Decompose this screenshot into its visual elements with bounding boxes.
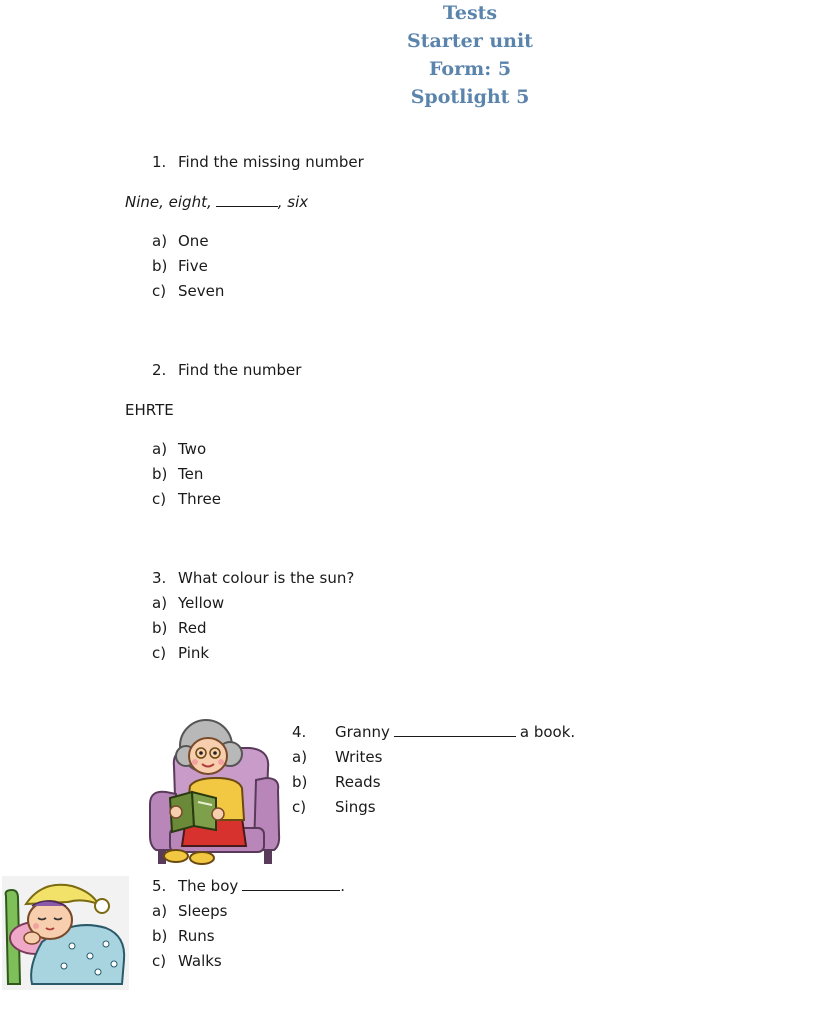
worksheet-header xyxy=(300,0,640,111)
question-5-option-c[interactable]: c) Walks xyxy=(152,952,222,970)
question-3-option-c[interactable]: c) Pink xyxy=(152,644,210,662)
book-title: Spotlight 5 xyxy=(410,86,530,108)
question-3-option-b[interactable]: b) Red xyxy=(152,619,207,637)
question-5-prompt: 5. The boy . xyxy=(152,877,346,895)
question-2-option-c[interactable]: c) Three xyxy=(152,490,221,508)
question-1-prompt: 1. Find the missing number xyxy=(152,153,364,171)
question-5-option-b[interactable]: b) Runs xyxy=(152,927,215,945)
question-1-sequence: Nine, eight, , six xyxy=(125,193,309,211)
form-label: Form: 5 xyxy=(428,58,512,80)
question-5-option-a[interactable]: a) Sleeps xyxy=(152,902,228,920)
granny-reading-illustration xyxy=(146,716,282,870)
question-2-scrambled-word: EHRTE xyxy=(125,401,174,419)
question-4-prompt: 4. Granny a book. xyxy=(292,723,576,741)
answer-blank[interactable] xyxy=(394,722,516,737)
question-4-option-c[interactable]: c) Sings xyxy=(292,798,376,816)
answer-blank[interactable] xyxy=(242,876,340,891)
question-1-option-b[interactable]: b) Five xyxy=(152,257,208,275)
question-4-option-b[interactable]: b) Reads xyxy=(292,773,381,791)
worksheet-title: Tests xyxy=(442,2,498,24)
question-2-option-b[interactable]: b) Ten xyxy=(152,465,204,483)
question-4-option-a[interactable]: a) Writes xyxy=(292,748,383,766)
sleeping-boy-illustration xyxy=(2,876,129,990)
question-1-option-a[interactable]: a) One xyxy=(152,232,209,250)
question-2-prompt: 2. Find the number xyxy=(152,361,302,379)
unit-title: Starter unit xyxy=(407,30,533,52)
question-1-option-c[interactable]: c) Seven xyxy=(152,282,225,300)
answer-blank[interactable] xyxy=(216,192,278,207)
question-3-prompt: 3. What colour is the sun? xyxy=(152,569,355,587)
question-2-option-a[interactable]: a) Two xyxy=(152,440,207,458)
question-3-option-a[interactable]: a) Yellow xyxy=(152,594,225,612)
